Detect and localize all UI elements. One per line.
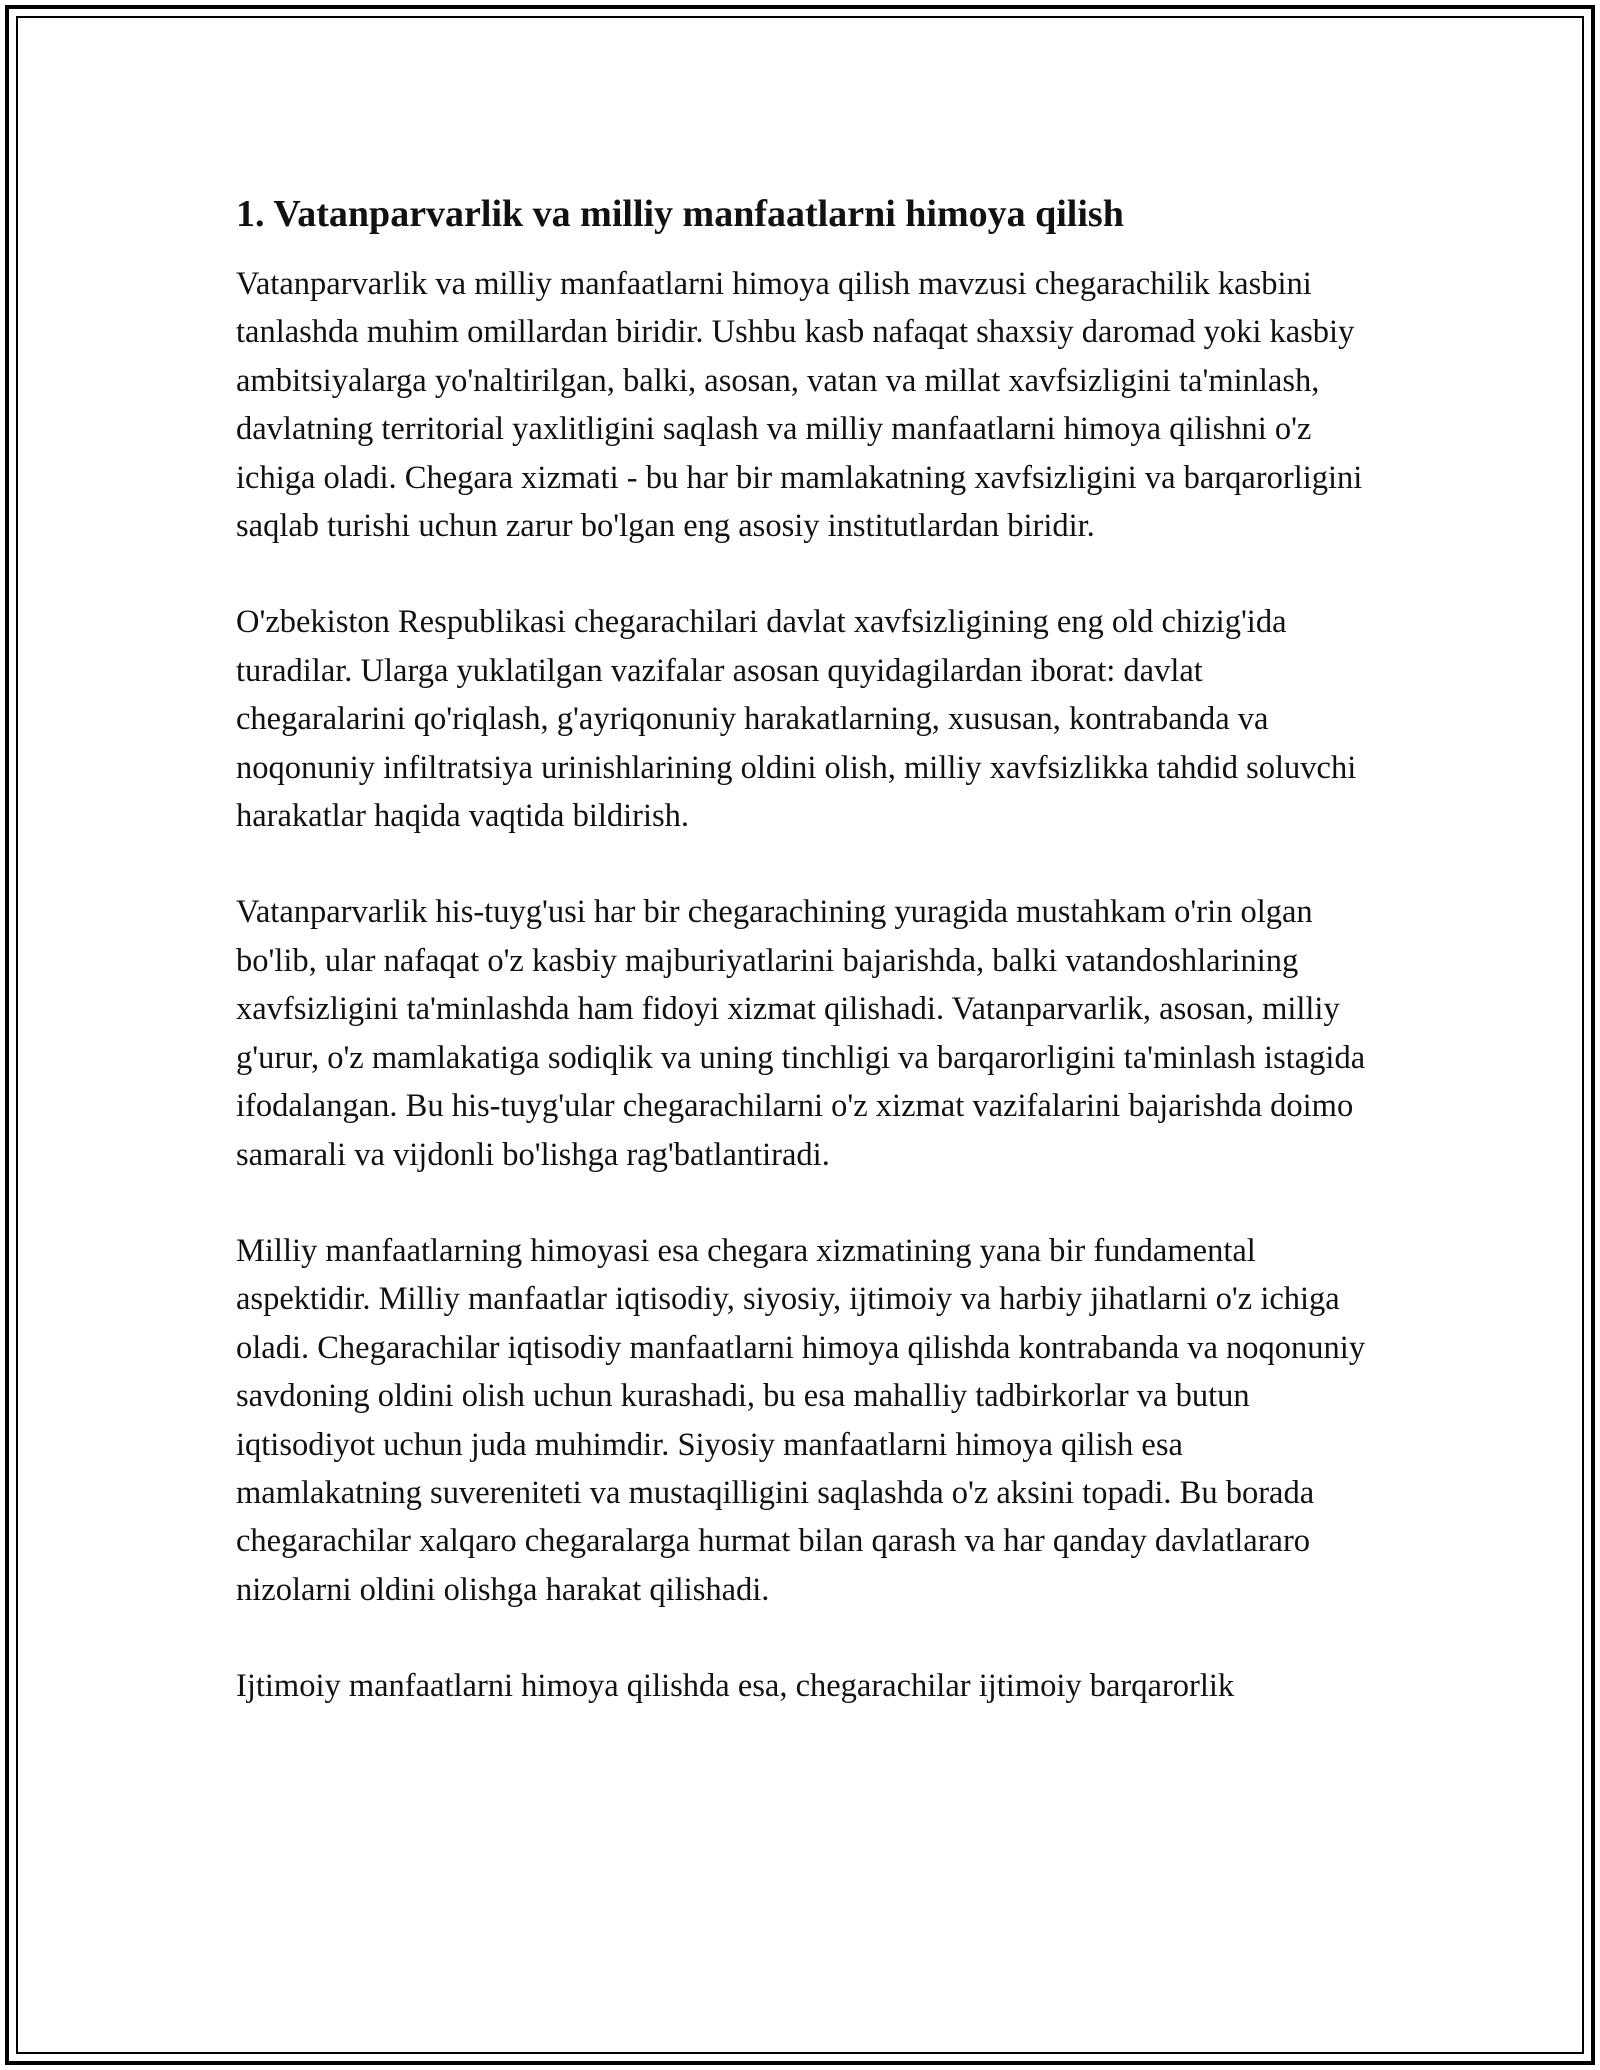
paragraph-1: Vatanparvarlik va milliy manfaatlarni himoya qilish mavzusi chegarachilik kasbini tanlashda muhim omillardan biridir. Ushbu kasb nafaqat shaxsiy daromad yoki kasbiy ambitsiyalarga yo'naltirilgan, balki, asosan, vatan va millat xavfsizligini ta'minlash, davlatning territorial yaxlitligini saqlash va milliy manfaatlarni himoya qilishni o'z ichiga oladi. Chegara xizmati - bu har bir mamlakatning xavfsizligini va barqarorligini saqlab turishi uchun zarur bo'lgan eng asosiy institutlardan biridir. [236,266,1363,545]
paragraph-4: Milliy manfaatlarning himoyasi esa chegara xizmatining yana bir fundamental aspektidir. Milliy manfaatlar iqtisodiy, siyosiy, ijtimoiy va harbiy jihatlarni o'z ichiga oladi. Chegarachilar iqtisodiy manfaatlarni himoya qilishda kontrabanda va noqonuniy savdoning oldini olish uchun kurashadi, bu esa mahalliy tadbirkorlar va butun iqtisodiyot uchun juda muhimdir. Siyosiy manfaatlarni himoya qilish esa mamlakatning suvereniteti va mustaqilligini saqlashda o'z aksini topadi. Bu borada chegarachilar xalqaro chegaralarga hurmat bilan qarash va har qanday davlatlararo nizolarni oldini olishga harakat qilishadi. [236,1232,1366,1608]
section-heading: 1. Vatanparvarlik va milliy manfaatlarni himoya qilish [236,193,1124,235]
document-body [236,188,1366,1759]
paragraph-2: O'zbekiston Respublikasi chegarachilari davlat xavfsizligining eng old chizig'ida turadilar. Ularga yuklatilgan vazifalar asosan quyidagilardan iborat: davlat chegaralarini qo'riqlash, g'ayriqonuniy harakatlarning, xususan, kontrabanda va noqonuniy infiltratsiya urinishlarining oldini olish, milliy xavfsizlikka tahdid soluvchi harakatlar haqida vaqtida bildirish. [236,604,1357,835]
paragraph-3: Vatanparvarlik his-tuyg'usi har bir chegarachining yuragida mustahkam o'rin olgan bo'lib, ular nafaqat o'z kasbiy majburiyatlarini bajarishda, balki vatandoshlarining xavfsizligini ta'minlashda ham fidoyi xizmat qilishadi. Vatanparvarlik, asosan, milliy g'urur, o'z mamlakatiga sodiqlik va uning tinchligi va barqarorligini ta'minlash istagida ifodalangan. Bu his-tuyg'ular chegarachilarni o'z xizmat vazifalarini bajarishda doimo samarali va vijdonli bo'lishga rag'batlantiradi. [236,894,1366,1173]
paragraph-5: Ijtimoiy manfaatlarni himoya qilishda esa, chegarachilar ijtimoiy barqarorlik [236,1668,1235,1705]
